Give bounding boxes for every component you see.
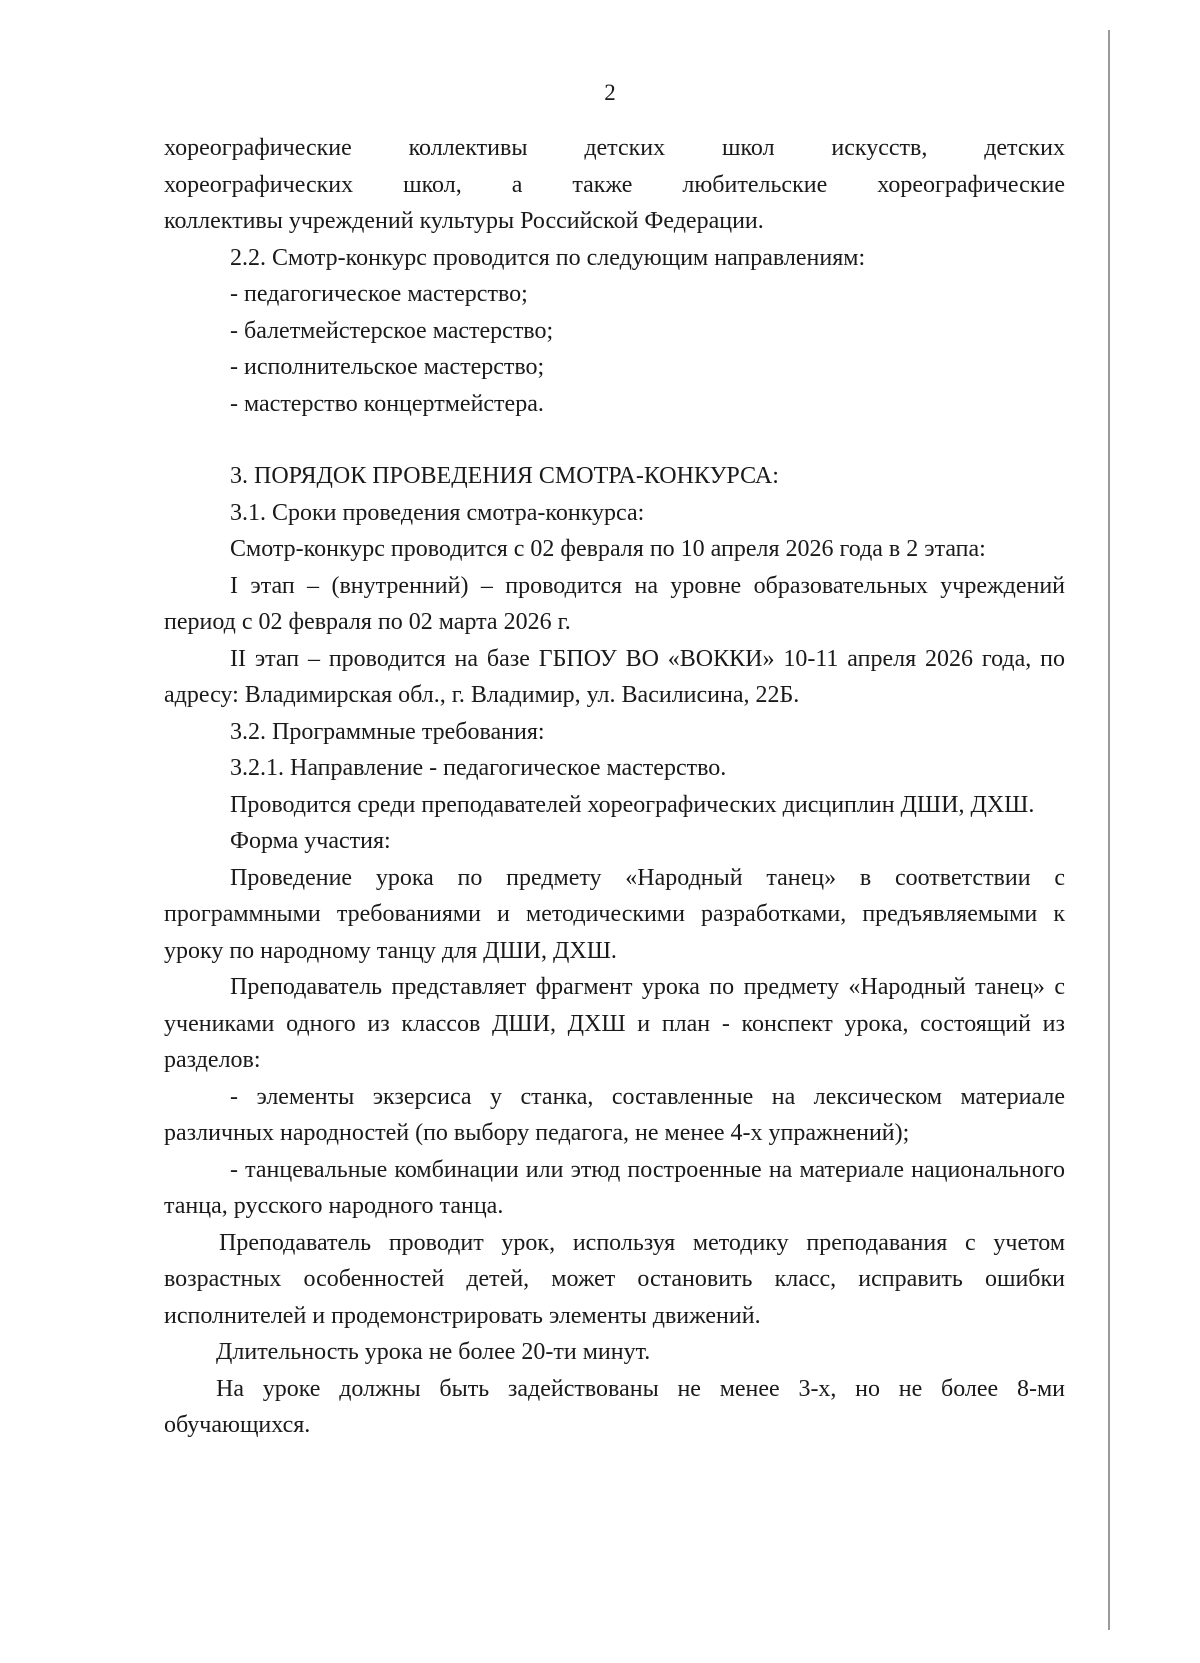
paragraph-stage-1: I этап – (внутренний) – проводится на уровне образовательных учреждений период с 02 февраля по 02 марта 2026 г. — [164, 572, 1065, 635]
paragraph-form: Форма участия: — [230, 828, 391, 854]
document-body — [164, 130, 1065, 1444]
paragraph-dates: Смотр-конкурс проводится с 02 февраля по 10 апреля 2026 года в 2 этапа: — [230, 536, 986, 562]
paragraph-conducts: Преподаватель проводит урок, используя методику преподавания с учетом возрастных особенностей детей, может остановить класс, исправить ошибки исполнителей и продемонстрировать элементы движений. — [164, 1229, 1065, 1329]
paragraph-3-1: 3.1. Сроки проведения смотра-конкурса: — [230, 499, 645, 526]
paragraph-students: На уроке должны быть задействованы не менее 3-х, но не более 8-ми обучающихся. — [164, 1375, 1065, 1438]
page-number: 2 — [604, 80, 616, 105]
list-item: - педагогическое мастерство; — [230, 281, 528, 307]
paragraph-line: коллективы учреждений культуры Российской Федерации. — [164, 208, 764, 234]
paragraph-line: хореографические коллективы детских школ искусств, детских — [164, 135, 1065, 161]
paragraph-stage-2: II этап – проводится на базе ГБПОУ ВО «ВОККИ» 10-11 апреля 2026 года, по адресу: Владимирская обл., г. Владимир, ул. Василисина, 22Б. — [164, 645, 1065, 708]
paragraph-lesson: Проведение урока по предмету «Народный танец» в соответствии с программными требованиями и методическими разработками, предъявляемыми к уроку по народному танцу для ДШИ, ДХШ. — [164, 864, 1065, 964]
paragraph-3-2: 3.2. Программные требования: — [230, 718, 545, 745]
paragraph-duration: Длительность урока не более 20-ти минут. — [216, 1339, 651, 1365]
section-heading: 3. ПОРЯДОК ПРОВЕДЕНИЯ СМОТРА-КОНКУРСА: — [230, 463, 779, 489]
paragraph-combinations: - танцевальные комбинации или этюд построенные на материале национального танца, русского народного танца. — [164, 1156, 1065, 1219]
paragraph-3-2-1: 3.2.1. Направление - педагогическое мастерство. — [230, 755, 727, 781]
paragraph-teacher: Преподаватель представляет фрагмент урока по предмету «Народный танец» с учениками одного из классов ДШИ, ДХШ и план - конспект урока, состоящий из разделов: — [164, 974, 1065, 1073]
list-item: - мастерство концертмейстера. — [230, 390, 544, 417]
list-item: - балетмейстерское мастерство; — [230, 317, 554, 344]
page-edge-line — [1108, 30, 1110, 1630]
list-item: - исполнительское мастерство; — [230, 354, 545, 380]
paragraph-elements: - элементы экзерсиса у станка, составленные на лексическом материале различных народностей (по выбору педагога, не менее 4-х упражнений); — [164, 1083, 1065, 1146]
paragraph-2-2: 2.2. Смотр-конкурс проводится по следующим направлениям: — [230, 244, 866, 271]
paragraph-among: Проводится среди преподавателей хореографических дисциплин ДШИ, ДХШ. — [230, 791, 1035, 818]
paragraph-line: хореографических школ, а также любительские хореографические — [164, 171, 1065, 198]
